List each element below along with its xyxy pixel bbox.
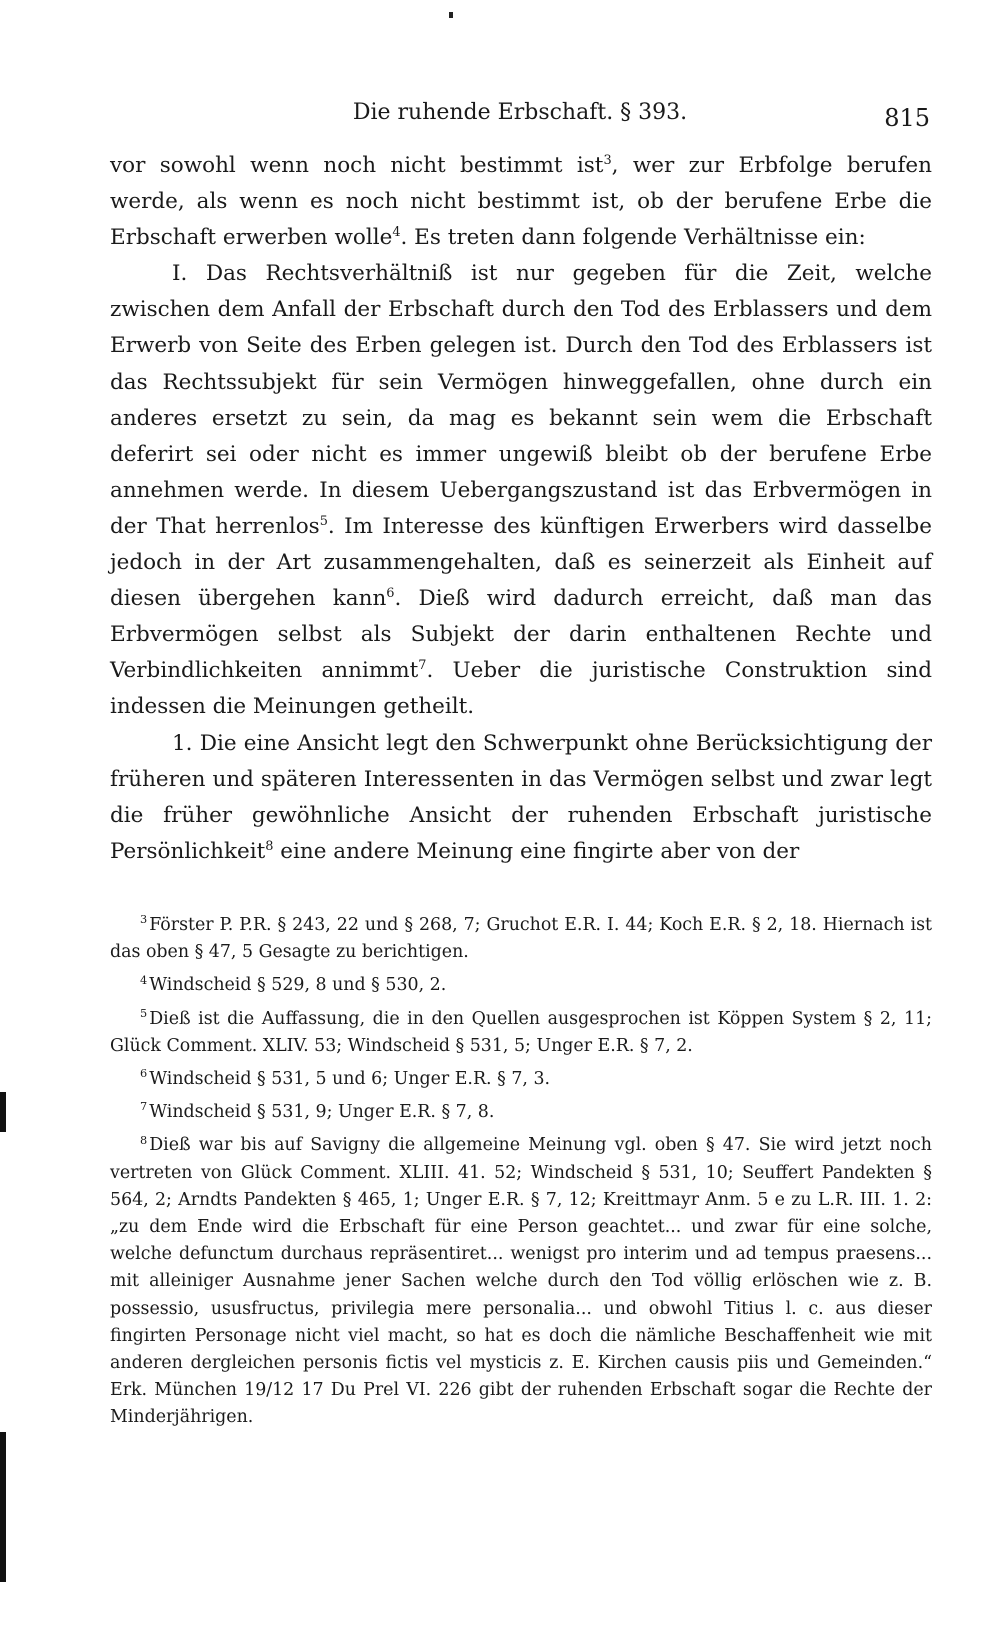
footnote [110,1099,932,1126]
footnote-mark: 3 [140,913,148,927]
paragraph-view-one: 1. Die eine Ansicht legt den Schwerpunkt ohne Berücksichtigung der früheren und späteren Interessenten in das Vermögen selbst und zwar legt die früher gewöhnliche Ansicht der ruhenden Erbschaft juristische Persönlichkeit$^8$ eine andere Meinung eine fingirte aber von der [110,730,932,864]
footnote-ref[interactable]: 7 [418,658,427,674]
footnote-mark: 4 [140,973,148,987]
footnotes [110,912,932,1438]
footnote [110,1006,932,1060]
footnote-ref[interactable]: 4 [392,225,401,241]
footnote-ref[interactable]: 3 [603,152,612,168]
running-title: Die ruhende Erbschaft. § 393. [352,100,688,125]
scan-artifact-top [449,12,453,18]
scan-edge-bar-upper [0,1092,6,1132]
footnote-mark: 7 [140,1100,148,1114]
footnote-ref[interactable]: 8 [265,838,274,854]
paragraph-continuation: vor sowohl wenn noch nicht bestimmt ist$^3$, wer zur Erbfolge berufen werde, als wenn es noch nicht bestimmt ist, ob der berufene Erbe die Erbschaft erwerben wolle$^4$. Es treten dann folgende Verhältnisse ein: [110,152,932,251]
footnote-mark: 5 [140,1006,148,1020]
body-text [110,148,932,870]
footnote-text: Dieß ist die Auffassung, die in den Quellen ausgesprochen ist Köppen System § 2, 11; Glück Comment. XLIV. 53; Windscheid § 531, 5; Unger E.R. § 7, 2. [110,1008,932,1056]
page-header [110,96,930,136]
footnote [110,1132,932,1431]
scan-edge-bar-lower [0,1432,6,1582]
footnote-text: Windscheid § 529, 8 und § 530, 2. [149,975,447,996]
footnote [110,972,932,999]
footnote-ref[interactable]: 6 [386,585,395,601]
page-number: 815 [884,104,930,132]
footnote-mark: 8 [140,1133,148,1147]
footnote-text: Förster P. P.R. § 243, 22 und § 268, 7; Gruchot E.R. I. 44; Koch E.R. § 2, 18. Hiernach ist das oben § 47, 5 Gesagte zu berichtigen. [110,915,932,963]
footnote-text: Windscheid § 531, 5 und 6; Unger E.R. § 7, 3. [149,1069,551,1090]
footnote-mark: 6 [140,1067,148,1081]
footnote-text: Windscheid § 531, 9; Unger E.R. § 7, 8. [149,1102,495,1123]
footnote [110,912,932,966]
footnote-ref[interactable]: 5 [319,513,328,529]
paragraph-section-one: I. Das Rechtsverhältniß ist nur gegeben für die Zeit, welche zwischen dem Anfall der Erbschaft durch den Tod des Erblassers und dem Erwerb von Seite des Erben gelegen ist. Durch den Tod des Erblassers ist das Rechtssubjekt für sein Vermögen hinweggefallen, ohne durch ein anderes ersetzt zu sein, da mag es bekannt sein wem die Erbschaft deferirt sei oder nicht es immer ungewiß bleibt ob der berufene Erbe annehmen werde. In diesem Uebergangszustand ist das Erbvermögen in der That herrenlos$^5$. Im Interesse des künftigen Erwerbers wird dasselbe jedoch in der Art zusammengehalten, daß es seinerzeit als Einheit auf diesen übergehen kann$^6$. Dieß wird dadurch erreicht, daß man das Erbvermögen selbst als Subjekt der darin enthaltenen Rechte und Verbindlichkeiten annimmt$^7$. Ueber die juristische Construktion sind indessen die Meinungen getheilt. [110,261,932,720]
footnote-text: Dieß war bis auf Savigny die allgemeine Meinung vgl. oben § 47. Sie wird jetzt noch vertreten von Glück Comment. XLIII. 41. 52; Windscheid § 531, 10; Seuffert Pandekten § 564, 2; Arndts Pandekten § 465, 1; Unger E.R. § 7, 12; Kreittmayr Anm. 5 e zu L.R. III. 1. 2: „zu dem Ende wird die Erbschaft für eine Person geachtet... und zwar für eine solche, welche defunctum durchaus repräsentiret... wenigst pro interim und ad tempus praesens... mit alleiniger Ausnahme jener Sachen welche durch den Tod völlig erlöschen wie z. B. possessio, ususfructus, privilegia mere personalia... und obwohl Titius l. c. aus dieser fingirten Personage nicht viel macht, so hat es doch die nämliche Beschaffenheit wie mit anderen dergleichen personis fictis vel mysticis z. E. Kirchen causis piis und Gemeinden.“ Erk. München 19/12 17 Du Prel VI. 226 gibt der ruhenden Erbschaft sogar die Rechte der Minderjährigen. [110,1135,932,1428]
footnote [110,1066,932,1093]
